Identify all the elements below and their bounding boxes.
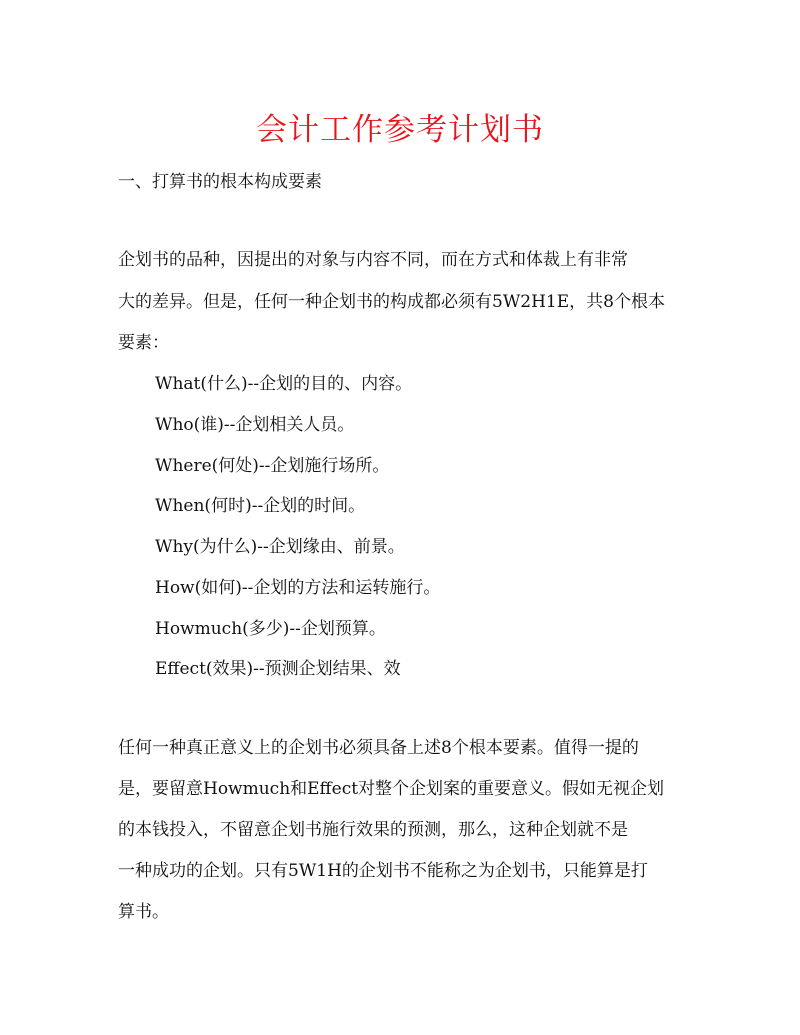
closing-line: 是，要留意Howmuch和Effect对整个企划案的重要意义。假如无视企划: [118, 779, 665, 799]
closing-line: 算书。: [118, 902, 169, 922]
closing-line: 的本钱投入，不留意企划书施行效果的预测，那么，这种企划就不是: [118, 820, 628, 840]
element-item-where: Where(何处)--企划施行场所。: [155, 456, 390, 476]
intro-line: 企划书的品种，因提出的对象与内容不同，而在方式和体裁上有非常: [118, 250, 628, 270]
element-item-how: How(如何)--企划的方法和运转施行。: [155, 578, 441, 598]
element-item-who: Who(谁)--企划相关人员。: [155, 415, 355, 435]
element-item-when: When(何时)--企划的时间。: [155, 496, 366, 516]
element-item-what: What(什么)--企划的目的、内容。: [155, 374, 413, 394]
element-item-effect: Effect(效果)--预测企划结果、效: [155, 659, 401, 679]
document-title: 会计工作参考计划书: [256, 112, 544, 148]
intro-line: 大的差异。但是，任何一种企划书的构成都必须有5W2H1E，共8个根本: [118, 292, 665, 312]
element-item-why: Why(为什么)--企划缘由、前景。: [155, 537, 405, 557]
closing-line: 一种成功的企划。只有5W1H的企划书不能称之为企划书，只能算是打: [118, 861, 648, 881]
section-heading: 一、打算书的根本构成要素: [118, 172, 322, 192]
closing-line: 任何一种真正意义上的企划书必须具备上述8个根本要素。值得一提的: [118, 738, 639, 758]
intro-line: 要素：: [118, 333, 169, 353]
element-item-howmuch: Howmuch(多少)--企划预算。: [155, 619, 386, 639]
